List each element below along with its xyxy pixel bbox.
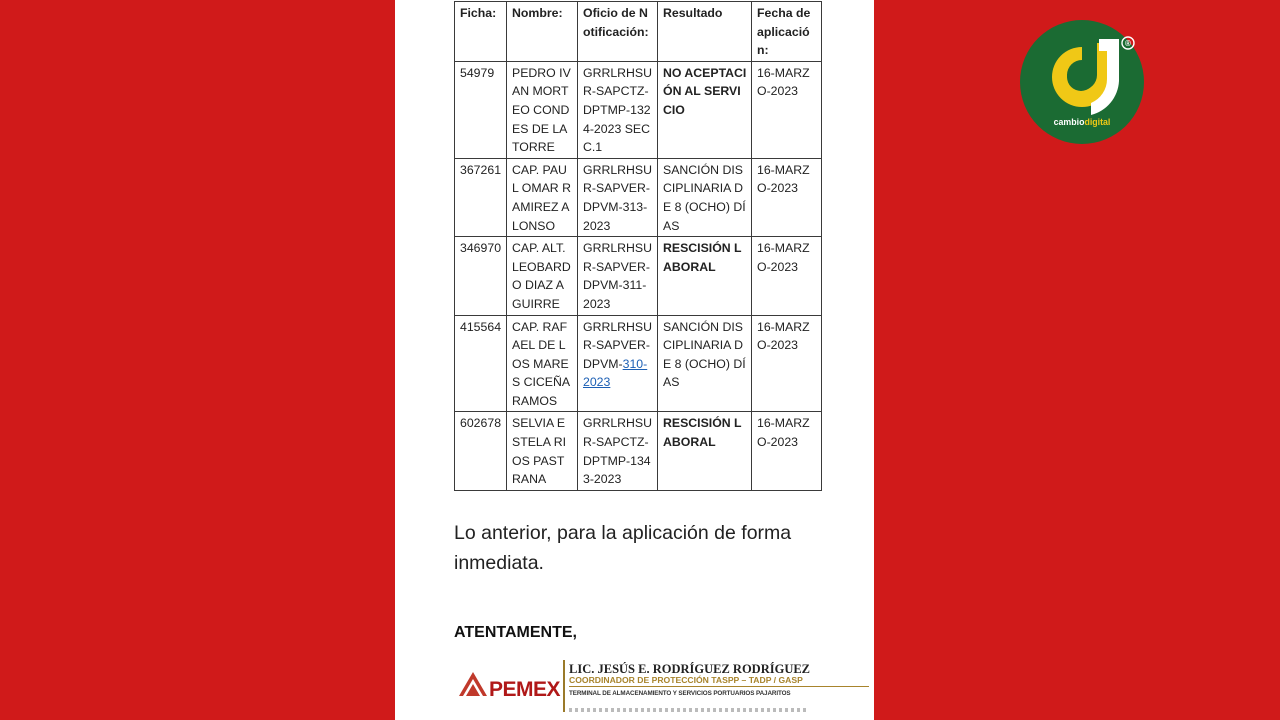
cambiodigital-logo	[1019, 19, 1145, 145]
wordmark-right: digital	[1084, 117, 1111, 127]
signatory-name: LIC. JESÚS E. RODRÍGUEZ RODRÍGUEZ	[569, 662, 811, 676]
signatory-title: COORDINADOR DE PROTECCIÓN TASPP – TADP / GASP	[569, 675, 803, 685]
cell-fecha: 16-MARZO-2023	[752, 315, 822, 412]
cell-resultado: RESCISIÓN LABORAL	[658, 237, 752, 315]
wordmark-left: cambio	[1053, 117, 1085, 127]
table-row	[455, 158, 822, 236]
header-nombre: Nombre:	[507, 2, 578, 62]
pemex-brand: PEMEX	[489, 678, 561, 701]
cell-ficha: 602678	[455, 412, 507, 490]
cell-fecha: 16-MARZO-2023	[752, 412, 822, 490]
body-paragraph: Lo anterior, para la aplicación de forma inmediata.	[454, 522, 792, 574]
cell-oficio: GRRLRHSUR-SAPVER-DPVM-313-2023	[578, 158, 658, 236]
cell-nombre: CAP. RAFAEL DE LOS MARES CICEÑA RAMOS	[507, 315, 578, 412]
cropped-line	[569, 708, 809, 712]
header-ficha: Ficha:	[455, 2, 507, 62]
header-resultado: Resultado	[658, 2, 752, 62]
cell-oficio	[578, 315, 658, 412]
document-page	[395, 0, 874, 720]
cell-ficha: 367261	[455, 158, 507, 236]
cell-nombre: PEDRO IVAN MORTEO CONDES DE LA TORRE	[507, 61, 578, 158]
oficio-link[interactable]: 310-2023	[583, 356, 648, 390]
cell-oficio: GRRLRHSUR-SAPCTZ-DPTMP-1324-2023 SECC.1	[578, 61, 658, 158]
cell-resultado: SANCIÓN DISCIPLINARIA DE 8 (OCHO) DÍAS	[658, 158, 752, 236]
cell-oficio: GRRLRHSUR-SAPVER-DPVM-311-2023	[578, 237, 658, 315]
cell-ficha: 415564	[455, 315, 507, 412]
header-oficio: Oficio de Notificación:	[578, 2, 658, 62]
pemex-eagle-icon	[457, 670, 489, 698]
closing-text: ATENTAMENTE,	[454, 624, 577, 641]
cell-fecha: 16-MARZO-2023	[752, 61, 822, 158]
cell-resultado: RESCISIÓN LABORAL	[658, 412, 752, 490]
table-row	[455, 237, 822, 315]
cell-resultado: SANCIÓN DISCIPLINARIA DE 8 (OCHO) DÍAS	[658, 315, 752, 412]
cell-nombre: SELVIA ESTELA RIOS PASTRANA	[507, 412, 578, 490]
cell-ficha: 54979	[455, 61, 507, 158]
table-header-row	[455, 2, 822, 62]
registered-mark: ®	[1125, 39, 1131, 48]
cell-oficio: GRRLRHSUR-SAPCTZ-DPTMP-1343-2023	[578, 412, 658, 490]
notification-table	[454, 1, 822, 491]
table-row	[455, 315, 822, 412]
cell-fecha: 16-MARZO-2023	[752, 158, 822, 236]
cell-nombre: CAP. PAUL OMAR RAMIREZ ALONSO	[507, 158, 578, 236]
header-fecha: Fecha de aplicación:	[752, 2, 822, 62]
signature-underline	[569, 686, 869, 687]
signature-block	[451, 648, 871, 720]
table-row	[455, 61, 822, 158]
cell-resultado: NO ACEPTACIÓN AL SERVICIO	[658, 61, 752, 158]
table-row	[455, 412, 822, 490]
oficio-prefix: GRRLRHSUR-SAPVER-DPVM-	[583, 319, 653, 371]
cambiodigital-wordmark	[1019, 117, 1145, 127]
signature-divider	[563, 660, 565, 712]
cell-fecha: 16-MARZO-2023	[752, 237, 822, 315]
cell-nombre: CAP. ALT. LEOBARDO DIAZ AGUIRRE	[507, 237, 578, 315]
cell-ficha: 346970	[455, 237, 507, 315]
signatory-organization: TERMINAL DE ALMACENAMIENTO Y SERVICIOS PORTUARIOS PAJARITOS	[569, 690, 791, 697]
